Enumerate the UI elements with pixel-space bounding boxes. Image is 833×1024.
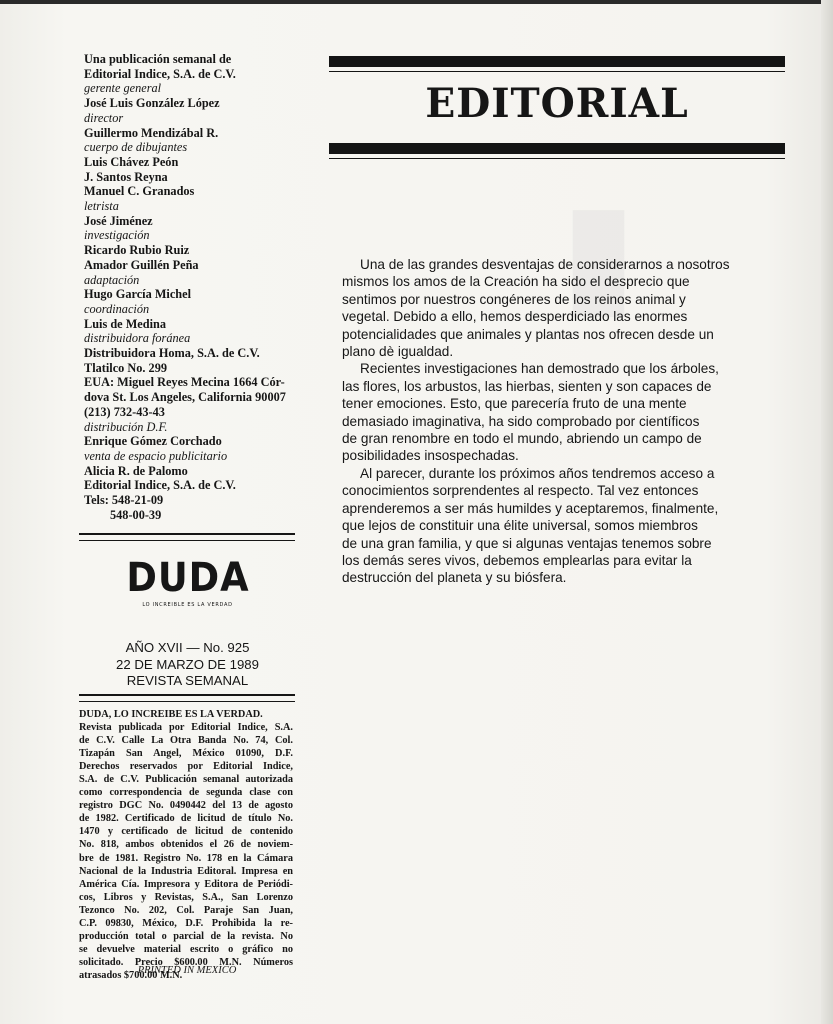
staff-credits <box>84 52 309 523</box>
legal-line: de 1982. Certificado de licitud de título No. <box>79 813 293 825</box>
credit-line: Hugo García Michel <box>84 287 192 302</box>
page-right-edge <box>821 0 833 1024</box>
credits-divider <box>79 533 295 541</box>
editorial-line: las flores, los arbustos, las hierbas, sienten y son capaces de <box>342 378 712 394</box>
credit-line: Distribuidora Homa, S.A. de C.V. <box>84 346 260 361</box>
editorial-line: plano dè igualdad. <box>342 344 454 360</box>
credit-line: 548-00-39 <box>110 507 162 522</box>
legal-line: cos, Libros y Revistas, S.A., San Lorenzo <box>79 891 293 903</box>
credit-line: Editorial Indice, S.A. de C.V. <box>84 66 236 81</box>
editorial-line: mismos los amos de la Creación ha sido el desprecio que <box>342 274 690 290</box>
issue-info <box>80 640 295 690</box>
legal-line: S.A. de C.V. Publicación semanal autorizada <box>79 774 293 786</box>
editorial-line: de una gran familia, y que si algunas ventajas tenemos sobre <box>342 535 712 551</box>
legal-line: Revista publicada por Editorial Indice, S.A. <box>79 722 293 734</box>
legal-line: América Cía. Impresora y Editora de Periódi- <box>79 878 293 890</box>
editorial-line: los demás seres vivos, debemos emplearlas para evitar la <box>342 552 692 568</box>
title-top-thin-rule <box>329 71 785 72</box>
credit-line: José Luis González López <box>84 96 220 111</box>
legal-line: Tezonco No. 202, Col. Paraje San Juan, <box>79 904 293 916</box>
legal-line: DUDA, LO INCREIBE ES LA VERDAD. <box>79 709 263 720</box>
legal-line: No. 818, ambos obtenidos el 26 de noviem- <box>79 839 293 851</box>
editorial-line: conocimientos sorprendentes al respecto. Tal vez entonces <box>342 483 699 499</box>
legal-line: bre de 1981. Registro No. 178 en la Cámara <box>79 852 293 864</box>
editorial-line: demasiado imaginativa, ha sido comprobado por científicos <box>342 413 700 429</box>
legal-line: Nacional de la Industria Editoral. Impresa en <box>79 865 293 877</box>
credit-role: investigación <box>84 228 150 243</box>
logo-tagline: LO INCREIBLE ES LA VERDAD <box>142 602 233 608</box>
credit-line: dova St. Los Angeles, California 90007 <box>84 390 286 405</box>
legal-line: se devuelve material escrito o gráfico no <box>79 943 293 955</box>
legal-line: Tizapán San Angel, México 01090, D.F. <box>79 748 293 760</box>
legal-notice <box>79 708 293 982</box>
editorial-line: de gran renombre en todo el mundo, abriendo un campo de <box>342 431 702 447</box>
title-top-bar <box>329 56 785 67</box>
credit-role: adaptación <box>84 272 140 287</box>
editorial-line: que lejos de constituir una élite universal, somos miembros <box>342 518 698 534</box>
printed-in: PRINTED IN MEXICO <box>137 965 237 976</box>
page-top-edge <box>0 0 833 4</box>
credit-role: distribución D.F. <box>84 419 168 434</box>
legal-line: producción total o parcial de la revista. No <box>79 930 293 942</box>
credit-line: Ricardo Rubio Ruiz <box>84 243 190 258</box>
logo-wordmark: DUDA <box>125 555 250 601</box>
credit-line: J. Santos Reyna <box>84 169 168 184</box>
issue-divider <box>79 694 295 702</box>
credit-role: letrista <box>84 199 119 214</box>
legal-line: registro DGC No. 0490442 del 13 de agosto <box>79 800 293 812</box>
credit-role: gerente general <box>84 81 162 96</box>
editorial-line: Recientes investigaciones han demostrado que los árboles, <box>360 361 719 377</box>
credit-role: director <box>84 110 124 125</box>
credit-line: EUA: Miguel Reyes Mecina 1664 Cór- <box>84 375 285 390</box>
legal-line: atrasados $700.00 M.N. <box>79 969 183 981</box>
issue-frequency: REVISTA SEMANAL <box>126 673 249 688</box>
editorial-line: aprenderemos a ser más humildes y aceptaremos, finalmente, <box>342 500 719 516</box>
editorial-line: sentimos por nuestros congéneres de los reinos animal y <box>342 291 686 307</box>
legal-line: C.P. 09830, México, D.F. Prohibida la re- <box>79 917 293 929</box>
credit-line: José Jiménez <box>84 213 153 228</box>
editorial-line: potencialidades que animales y plantas nos ofrecen desde un <box>342 326 714 342</box>
editorial-line: tener emociones. Esto, que parecería fruto de una mente <box>342 396 687 412</box>
editorial-line: Una de las grandes desventajas de considerarnos a nosotros <box>360 257 730 272</box>
credit-role: venta de espacio publicitario <box>84 448 228 463</box>
credit-line: Luis de Medina <box>84 316 166 331</box>
legal-line: como correspondencia de segunda clase con <box>79 787 293 799</box>
credit-line: Editorial Indice, S.A. de C.V. <box>84 478 236 493</box>
credit-line: Alicia R. de Palomo <box>84 463 188 478</box>
credit-role: cuerpo de dibujantes <box>84 140 188 155</box>
editorial-line: destrucción del planeta y su biósfera. <box>342 570 567 586</box>
credit-line: Luis Chávez Peón <box>84 154 179 169</box>
editorial-body <box>342 256 737 587</box>
legal-line: 1470 y certificado de licitud de contenido <box>79 826 293 838</box>
credit-line: Manuel C. Granados <box>84 184 195 199</box>
legal-line: de C.V. Calle La Otra Banda No. 74, Col. <box>79 735 293 747</box>
issue-year-number: AÑO XVII — No. 925 <box>125 640 250 655</box>
show-through-ghost: ▮ <box>560 170 638 334</box>
credit-line: Amador Guillén Peña <box>84 257 199 272</box>
title-bottom-bar <box>329 143 785 154</box>
credit-line: Tels: 548-21-09 <box>84 493 164 508</box>
credit-role: distribuidora foránea <box>84 331 191 346</box>
title-bottom-thin-rule <box>329 158 785 159</box>
credit-role: coordinación <box>84 301 150 316</box>
credit-line: (213) 732-43-43 <box>84 404 165 419</box>
credit-line: Enrique Gómez Corchado <box>84 434 222 449</box>
credit-line: Guillermo Mendizábal R. <box>84 125 219 140</box>
legal-line: Derechos reservados por Editorial Indice, <box>79 761 293 773</box>
duda-logo <box>80 556 295 608</box>
credit-line: Una publicación semanal de <box>84 52 232 66</box>
editorial-title: EDITORIAL <box>425 80 689 127</box>
editorial-line: Al parecer, durante los próximos años tendremos acceso a <box>360 465 715 481</box>
editorial-line: vegetal. Debido a ello, hemos desperdiciado las enormes <box>342 309 688 325</box>
credit-line: Tlatilco No. 299 <box>84 360 167 375</box>
issue-date: 22 DE MARZO DE 1989 <box>116 656 259 672</box>
editorial-line: posibilidades insospechadas. <box>342 448 519 464</box>
legal-line: solicitado. Precio $600.00 M.N. Números <box>79 956 293 968</box>
